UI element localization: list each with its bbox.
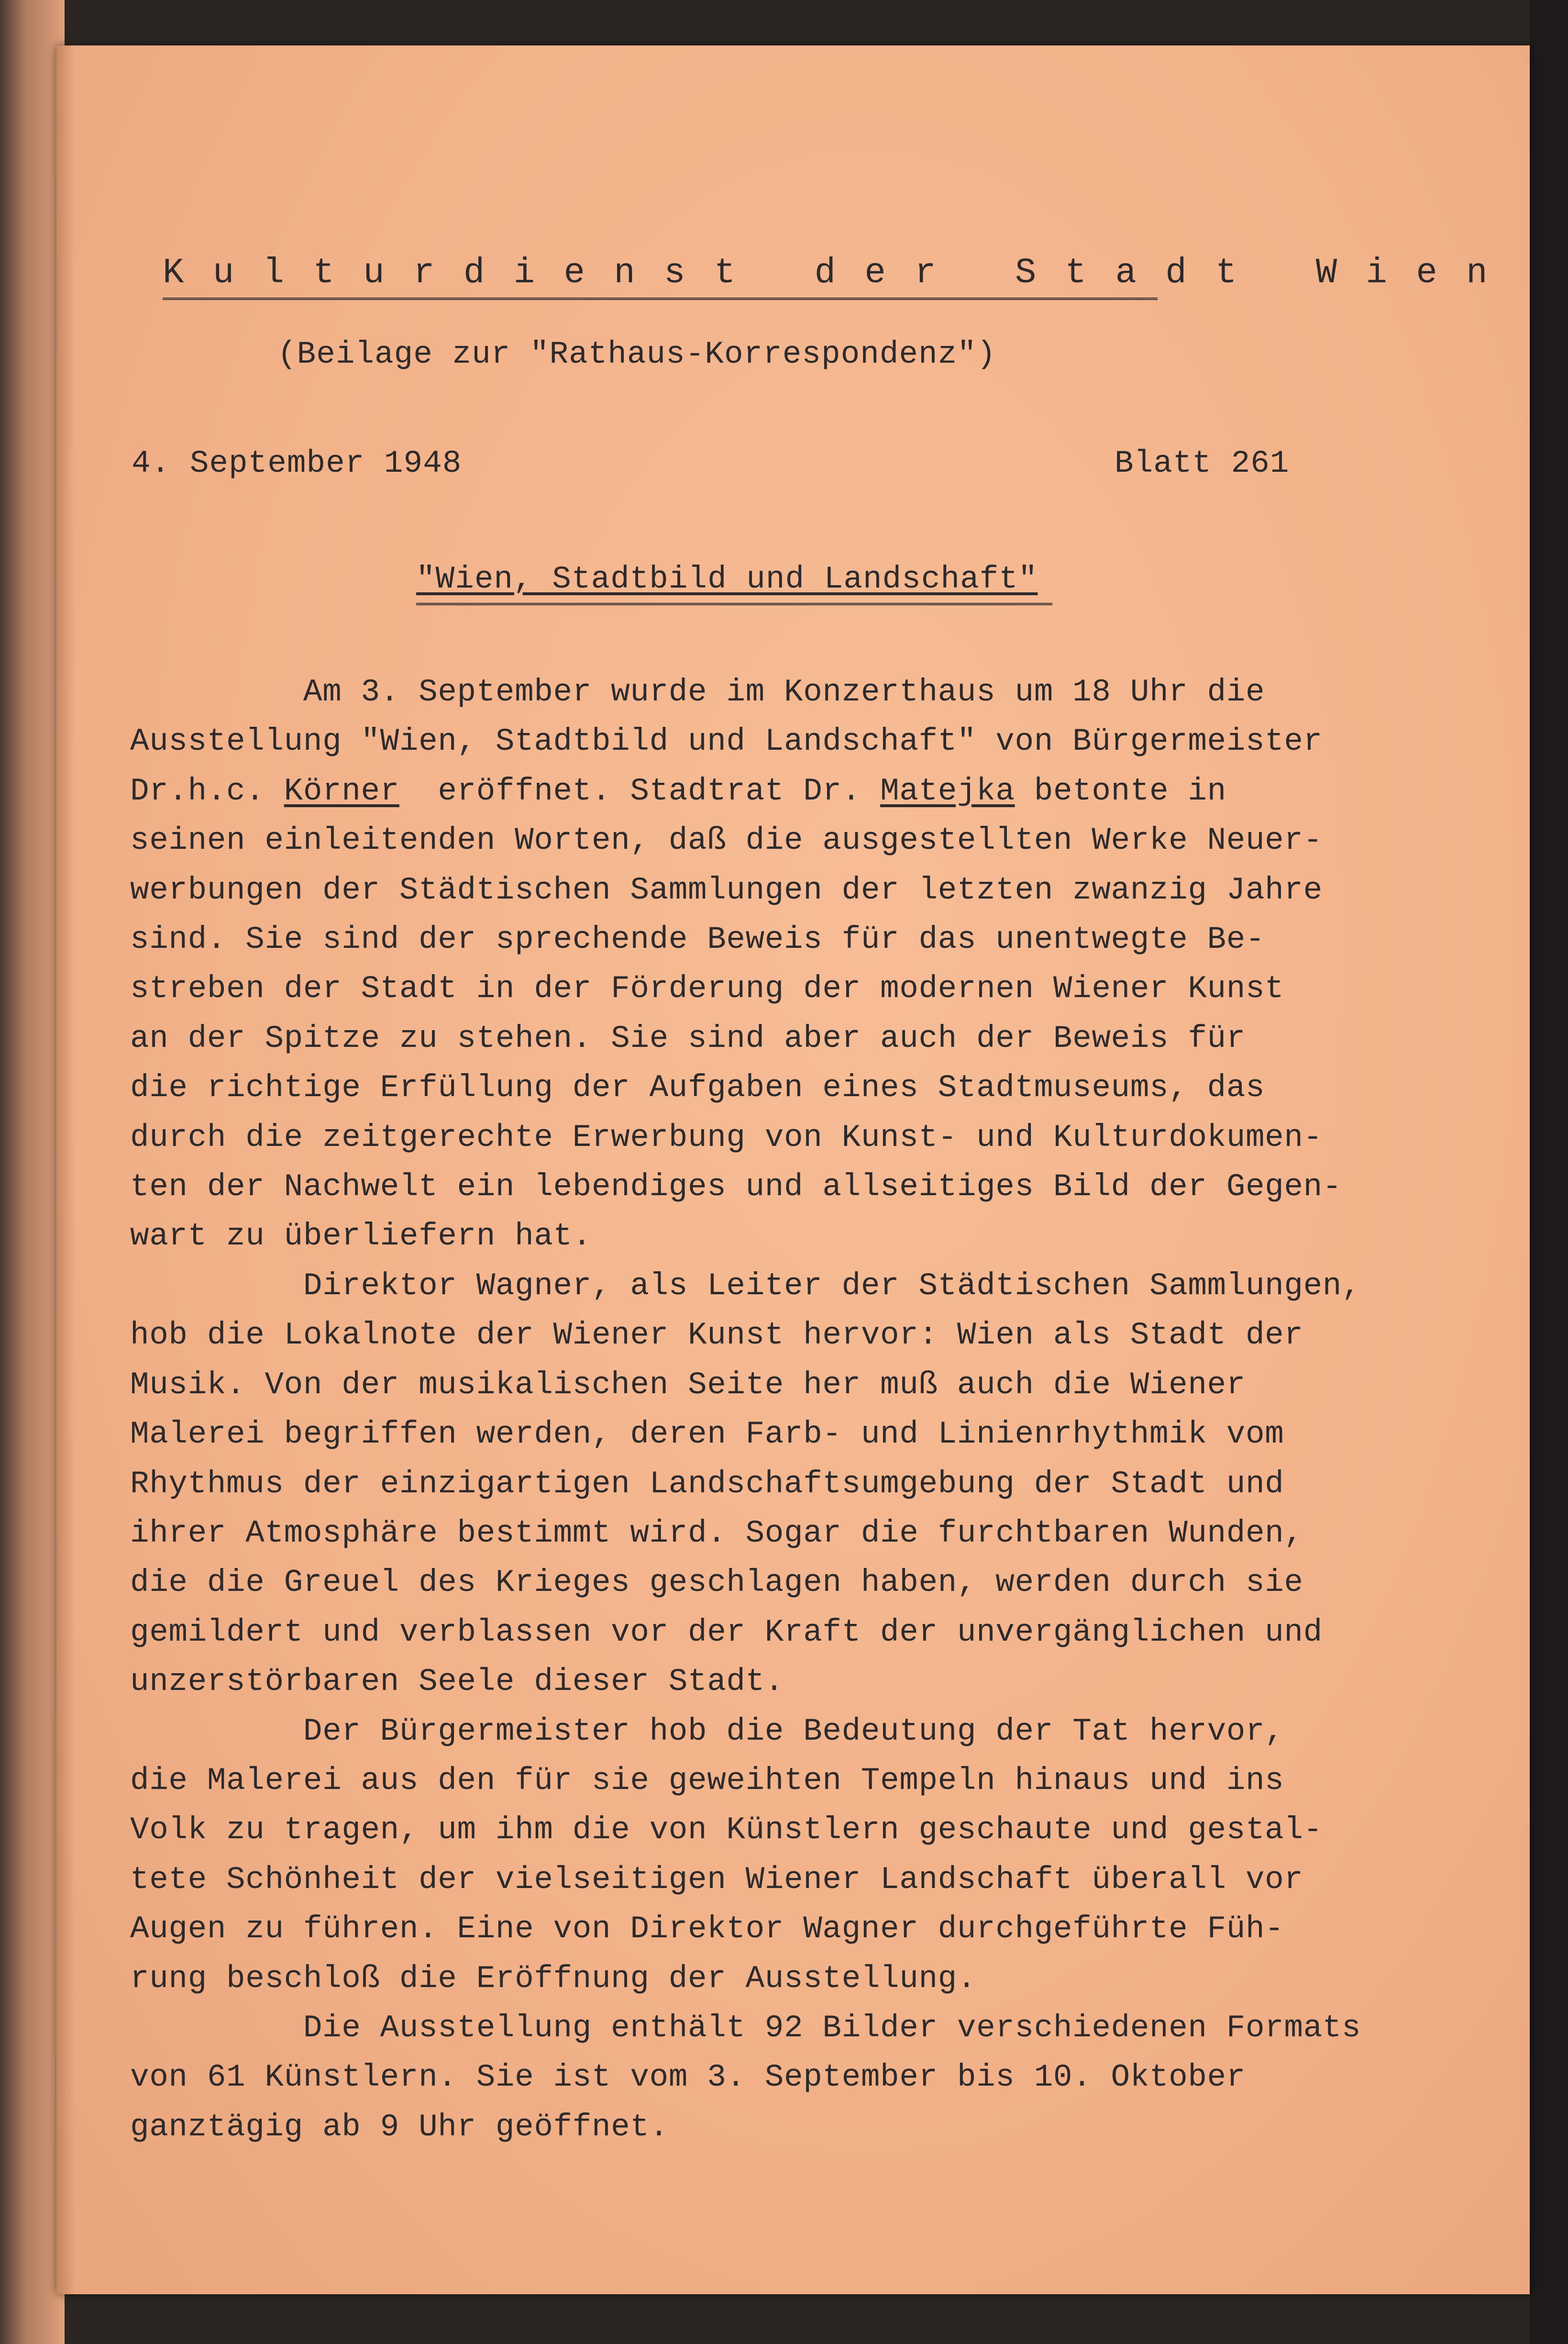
body-line: Musik. Von der musikalischen Seite her muß auch die Wiener: [130, 1366, 1246, 1403]
body-line: Direktor Wagner, als Leiter der Städtischen Sammlungen,: [130, 1267, 1361, 1304]
scan-background-right: [1530, 0, 1568, 2344]
sheet-number: Blatt 261: [1115, 445, 1290, 481]
body-line: rung beschloß die Eröffnung der Ausstellung.: [130, 1960, 977, 1997]
body-line: Ausstellung "Wien, Stadtbild und Landschaft" von Bürgermeister: [130, 723, 1323, 760]
body-line: Die Ausstellung enthält 92 Bilder verschiedenen Formats: [130, 2010, 1361, 2046]
body-line: ganztägig ab 9 Uhr geöffnet.: [130, 2109, 669, 2145]
issue-date: 4. September 1948: [132, 445, 462, 481]
body-line: die richtige Erfüllung der Aufgaben eines Stadtmuseums, das: [130, 1070, 1265, 1106]
body-line: Volk zu tragen, um ihm die von Künstlern geschaute und gestal-: [130, 1812, 1323, 1848]
body-line: Augen zu führen. Eine von Direktor Wagner durchgeführte Füh-: [130, 1911, 1284, 1947]
body-line: Der Bürgermeister hob die Bedeutung der Tat hervor,: [130, 1713, 1284, 1749]
body-line: ten der Nachwelt ein lebendiges und allseitiges Bild der Gegen-: [130, 1169, 1342, 1205]
article-body: [130, 667, 1412, 2152]
page-gutter-shadow: [56, 45, 76, 2294]
supplement-note: (Beilage zur "Rathaus-Korrespondenz"): [277, 336, 996, 372]
body-line: seinen einleitenden Worten, daß die ausgestellten Werke Neuer-: [130, 822, 1323, 859]
body-line: wart zu überliefern hat.: [130, 1218, 592, 1255]
article-title-text: "Wien, Stadtbild und Landschaft": [416, 561, 1038, 597]
name-matejka: Matejka: [880, 773, 1015, 809]
article-title-underline: [416, 603, 1052, 608]
body-line-start: Dr.h.c.: [130, 773, 284, 809]
name-koerner: Körner: [284, 773, 399, 809]
body-line: hob die Lokalnote der Wiener Kunst hervor: Wien als Stadt der: [130, 1317, 1303, 1354]
body-line: die Malerei aus den für sie geweihten Tempeln hinaus und ins: [130, 1762, 1284, 1799]
body-line: unzerstörbaren Seele dieser Stadt.: [130, 1664, 784, 1700]
body-line: durch die zeitgerechte Erwerbung von Kunst- und Kulturdokumen-: [130, 1119, 1323, 1155]
body-line: tete Schönheit der vielseitigen Wiener Landschaft überall vor: [130, 1861, 1303, 1898]
body-line: Am 3. September wurde im Konzerthaus um 18 Uhr die: [130, 674, 1265, 710]
body-line: an der Spitze zu stehen. Sie sind aber auch der Beweis für: [130, 1020, 1246, 1056]
body-line: gemildert und verblassen vor der Kraft der unvergänglichen und: [130, 1614, 1323, 1650]
body-line: Malerei begriffen werden, deren Farb- und Linienrhythmik vom: [130, 1416, 1284, 1453]
masthead-title: K u l t u r d i e n s t d e r S t a d t W i e n: [163, 253, 1491, 293]
body-line: Rhythmus der einzigartigen Landschaftsumgebung der Stadt und: [130, 1466, 1284, 1502]
article-title: [416, 555, 1038, 604]
body-line: ihrer Atmosphäre bestimmt wird. Sogar die furchtbaren Wunden,: [130, 1515, 1303, 1551]
body-line-end: betonte in: [1015, 773, 1226, 809]
scan-background-left: [0, 0, 65, 2344]
body-line: streben der Stadt in der Förderung der modernen Wiener Kunst: [130, 971, 1284, 1007]
body-line: werbungen der Städtischen Sammlungen der letzten zwanzig Jahre: [130, 872, 1323, 908]
body-line: die die Greuel des Krieges geschlagen haben, werden durch sie: [130, 1565, 1303, 1601]
body-line: von 61 Künstlern. Sie ist vom 3. September bis 10. Oktober: [130, 2059, 1246, 2096]
body-line-names: [130, 767, 1412, 816]
body-line: sind. Sie sind der sprechende Beweis für das unentwegte Be-: [130, 922, 1265, 958]
masthead-underline: [163, 298, 1158, 303]
body-line-middle: eröffnet. Stadtrat Dr.: [399, 773, 881, 809]
